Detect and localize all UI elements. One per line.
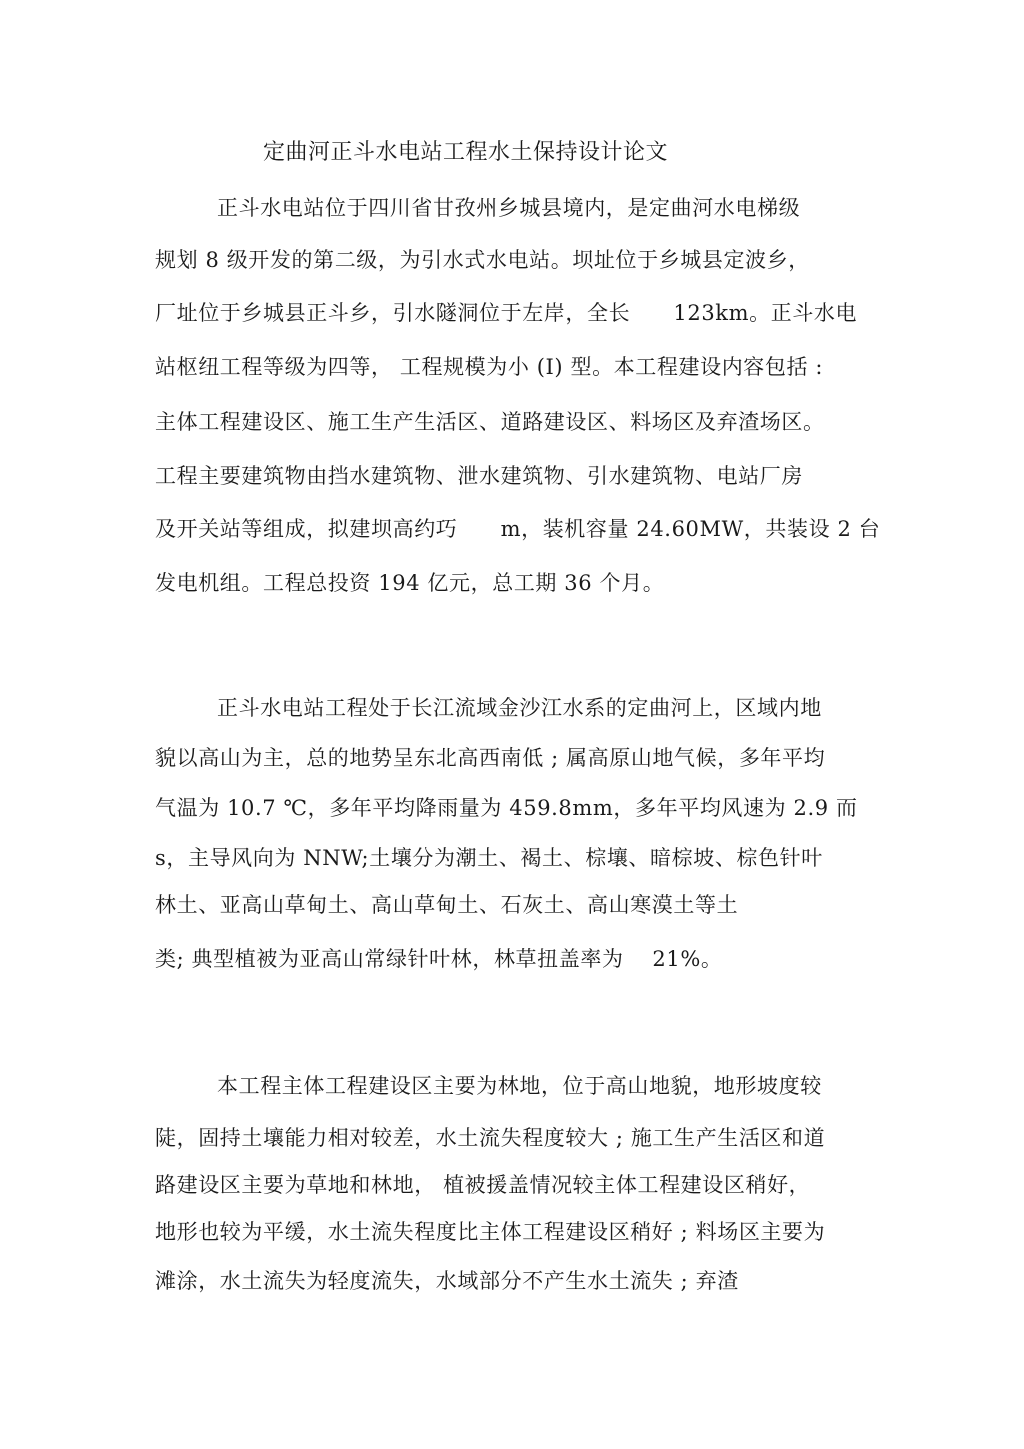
paragraph-1-line: 及开关站等组成，拟建坝高约巧 m，装机容量 24.60MW，共装设 2 台 — [155, 517, 881, 541]
paragraph-2-line: 正斗水电站工程处于长江流域金沙江水系的定曲河上，区域内地 — [217, 696, 822, 720]
paragraph-3-line: 本工程主体工程建设区主要为林地，位于高山地貌，地形坡度较 — [217, 1074, 822, 1098]
paragraph-2-line: 气温为 10.7 ℃，多年平均降雨量为 459.8mm，多年平均风速为 2.9 而 — [155, 796, 858, 820]
paragraph-1-line: 工程主要建筑物由挡水建筑物、泄水建筑物、引水建筑物、电站厂房 — [155, 464, 803, 488]
document-title: 定曲河正斗水电站工程水土保持设计论文 — [263, 140, 669, 165]
paragraph-1-line: 发电机组。工程总投资 194 亿元，总工期 36 个月。 — [155, 571, 665, 595]
paragraph-1-line: 规划 8 级开发的第二级，为引水式水电站。坝址位于乡城县定波乡， — [155, 248, 810, 272]
paragraph-1-line: 主体工程建设区、施工生产生活区、道路建设区、料场区及弃渣场区。 — [155, 410, 825, 434]
paragraph-2-line: 类; 典型植被为亚高山常绿针叶林，林草扭盖率为 21%。 — [155, 947, 723, 971]
paragraph-3-line: 陡，固持土壤能力相对较差，水土流失程度较大 ; 施工生产生活区和道 — [155, 1126, 826, 1150]
paragraph-1-line: 正斗水电站位于四川省甘孜州乡城县境内，是定曲河水电梯级 — [217, 196, 801, 220]
paragraph-3-line: 地形也较为平缓，水土流失程度比主体工程建设区稍好 ; 料场区主要为 — [155, 1220, 826, 1244]
paragraph-1-line: 站枢纽工程等级为四等， 工程规模为小 (I) 型。本工程建设内容包括 : — [155, 355, 824, 379]
paragraph-3-line: 路建设区主要为草地和林地， 植被援盖情况较主体工程建设区稍好， — [155, 1173, 811, 1197]
paragraph-1-line: 厂址位于乡城县正斗乡，引水隧洞位于左岸，全长 123km。正斗水电 — [155, 301, 858, 325]
paragraph-3-line: 滩涂，水土流失为轻度流失，水域部分不产生水土流失 ; 弃渣 — [155, 1269, 739, 1293]
paragraph-2-line: 林土、亚高山草甸土、高山草甸土、石灰土、高山寒漠土等土 — [155, 893, 739, 917]
paragraph-2-line: s，主导风向为 NNW;土壤分为潮土、褐土、棕壤、暗棕坡、棕色针叶 — [155, 846, 823, 870]
paragraph-2-line: 貌以高山为主，总的地势呈东北高西南低 ; 属高原山地气候，多年平均 — [155, 746, 826, 770]
